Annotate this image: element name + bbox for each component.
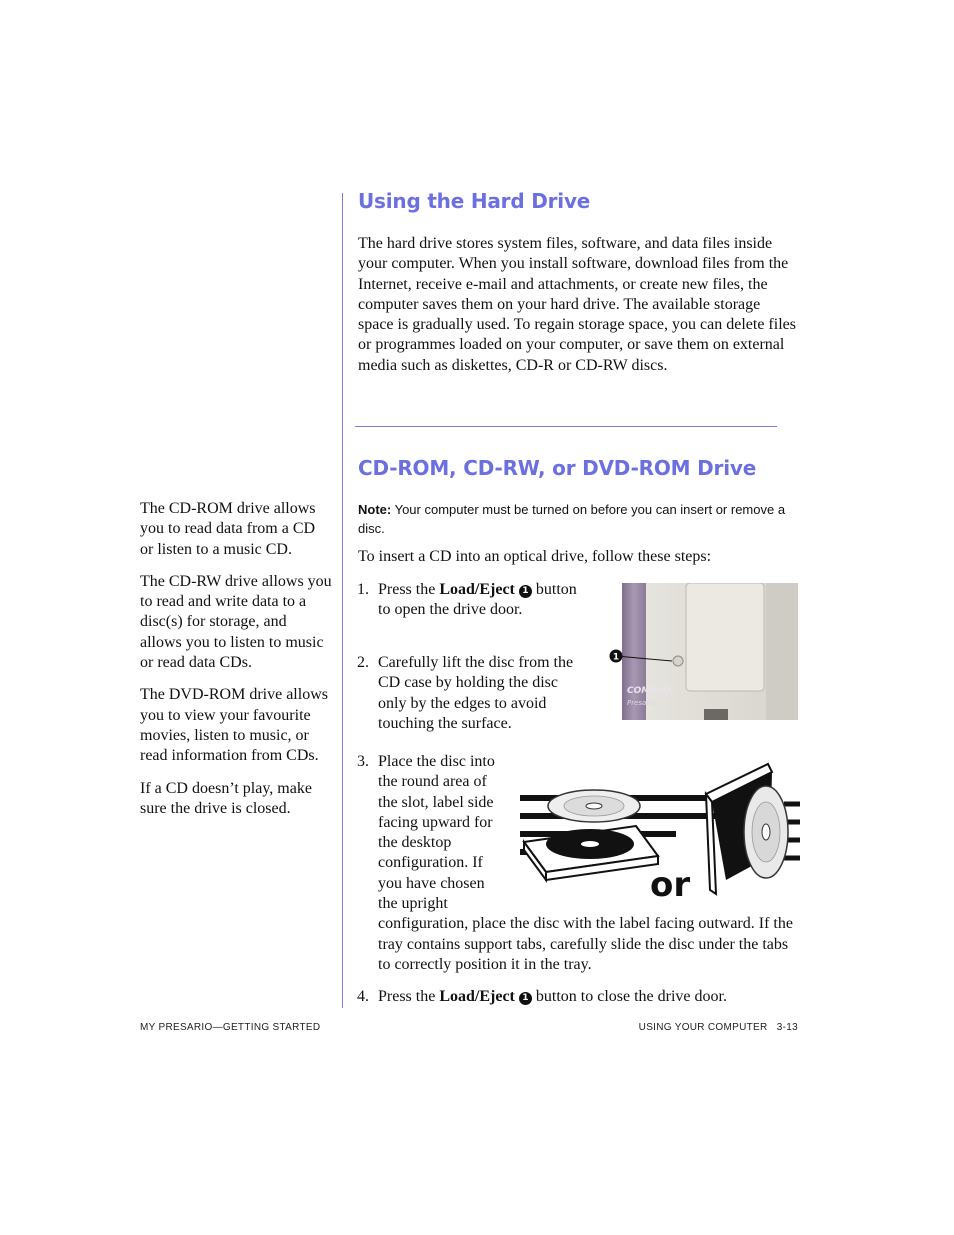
step-4-post: button to close the drive door. <box>531 988 727 1005</box>
note <box>358 500 788 538</box>
sidebar-note-cdrw: The CD-RW drive allows you to read and write data to a disc(s) for storage, and allows you to listen to music or read data CDs. <box>140 572 332 672</box>
note-text: Your computer must be turned on before you can insert or remove a disc. <box>358 502 786 536</box>
presario-logo: Presario <box>627 699 656 707</box>
drive-photo <box>586 583 798 720</box>
sidebar-note-dvdrom: The DVD-ROM drive allows you to view your favourite movies, listen to music, or read information from CDs. <box>140 686 328 765</box>
hard-drive-paragraph: The hard drive stores system files, software, and data files inside your computer. When you install software, download files from the Internet, receive e-mail and attachments, or create new files, the computer saves them on your hard drive. The available storage space is gradually used. To regain storage space, you can delete files or programmes loaded on your computer, or save them on external media such as diskettes, CD-R or CD-RW discs. <box>358 235 796 374</box>
steps-intro: To insert a CD into an optical drive, follow these steps: <box>358 548 712 565</box>
step-1-text <box>378 580 578 621</box>
step-3-number: 3. <box>357 753 369 770</box>
step-3-body: Place the disc into the round area of the slot, label side facing upward for the desktop configuration. If you have chosen the upright configuration, place the disc with the label facing outward. If the tray contains support tabs, carefully slide the disc under the tabs to correctly position it in the tray. <box>378 753 793 973</box>
sidebar-note-tip: If a CD doesn’t play, make sure the drive is closed. <box>140 779 312 817</box>
footer-chapter: USING YOUR COMPUTER <box>638 1022 768 1033</box>
callout-1-marker: 1 <box>519 585 532 598</box>
section-title-hard-drive: Using the Hard Drive <box>358 189 591 213</box>
footer-left: MY PRESARIO—GETTING STARTED <box>140 1022 321 1033</box>
section-title-optical-drive: CD-ROM, CD-RW, or DVD-ROM Drive <box>358 456 757 480</box>
callout-4-marker: 1 <box>519 992 532 1005</box>
sidebar-notes <box>140 499 332 831</box>
disc-insertion-illustration <box>516 760 800 900</box>
sidebar-note-cdrom: The CD-ROM drive allows you to read data from a CD or listen to a music CD. <box>140 500 316 558</box>
column-divider <box>342 193 343 1008</box>
step-4-number: 4. <box>357 988 369 1005</box>
note-label: Note: <box>358 502 392 517</box>
step-4-text <box>378 987 798 1007</box>
step-1-pre: Press the <box>378 581 440 598</box>
step-1-number: 1. <box>357 581 369 598</box>
footer-right <box>639 1022 798 1033</box>
step-2-text: Carefully lift the disc from the CD case by holding the disc only by the edges to avoid touching the surface. <box>378 654 574 732</box>
step-2-number: 2. <box>357 654 369 671</box>
or-label: or <box>650 865 691 900</box>
step-4-pre: Press the <box>378 988 440 1005</box>
step-4-button-name: Load/Eject <box>439 988 515 1005</box>
photo-callout-number: 1 <box>612 652 620 663</box>
step-1-post: button to open the drive door. <box>378 581 577 619</box>
compaq-logo: COMPAQ <box>627 686 671 696</box>
section-divider <box>355 426 777 427</box>
step-1-button-name: Load/Eject <box>439 581 515 598</box>
page-number: 3-13 <box>776 1022 798 1033</box>
